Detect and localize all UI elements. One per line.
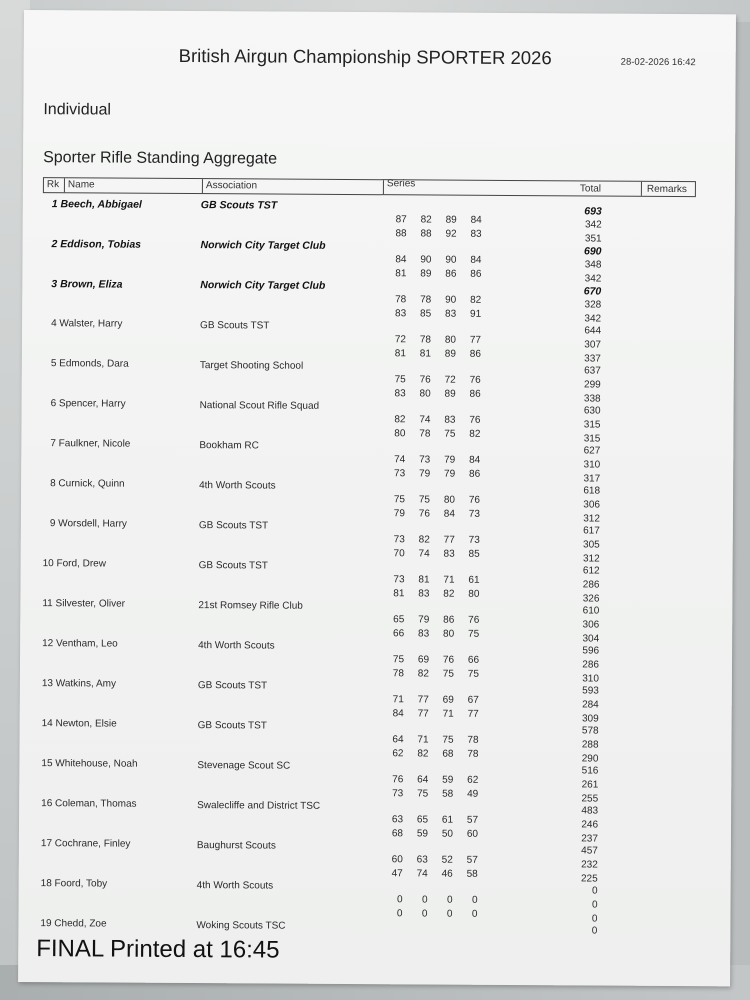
series-score: 90: [445, 294, 457, 306]
aggregate-total: 630: [583, 405, 601, 417]
series-subtotal: 312: [582, 553, 600, 565]
aggregate-total: 627: [583, 445, 601, 457]
series-score: 79: [444, 468, 456, 480]
competitor-association: Swalecliffe and District TSC: [197, 800, 321, 812]
col-association: Association: [205, 180, 258, 192]
series-score: 81: [419, 348, 431, 360]
aggregate-total: 578: [581, 725, 599, 737]
series-score: 0: [446, 894, 453, 906]
aggregate-total: 690: [583, 245, 602, 258]
series-score: 69: [442, 694, 454, 706]
aggregate-total: 596: [582, 645, 600, 657]
series-score: 75: [392, 654, 405, 666]
competitor-association: 4th Worth Scouts: [196, 880, 274, 892]
page-title: British Airgun Championship SPORTER 2026: [178, 44, 552, 69]
competitor-association: GB Scouts TST: [200, 320, 270, 332]
competitor-name: 5 Edmonds, Dara: [50, 358, 129, 370]
series-score: 69: [417, 654, 430, 666]
series-subtotal: 246: [581, 819, 599, 831]
series-score: 59: [416, 828, 429, 840]
series-subtotal: 237: [581, 833, 598, 845]
series-score: 85: [468, 548, 480, 560]
series-score: 82: [420, 214, 432, 226]
series-score: 90: [445, 254, 457, 266]
series-score: 80: [444, 334, 457, 346]
series-score: 72: [444, 374, 456, 386]
series-subtotal: 337: [584, 353, 601, 365]
series-subtotal: 304: [582, 633, 600, 645]
competitor-name: 1 Beech, Abbigael: [51, 198, 142, 211]
series-score: 79: [444, 454, 456, 466]
aggregate-total: 618: [583, 485, 601, 497]
series-score: 78: [392, 668, 404, 680]
series-score: 81: [393, 588, 405, 600]
series-score: 84: [469, 454, 481, 466]
series-score: 77: [417, 708, 429, 720]
section-heading: Individual: [43, 101, 112, 119]
series-score: 73: [392, 788, 404, 800]
competitor-name: 13 Watkins, Amy: [41, 678, 117, 690]
series-score: 79: [393, 508, 405, 520]
competitor-association: Woking Scouts TSC: [196, 920, 286, 932]
print-datetime: 28-02-2026 16:42: [620, 56, 696, 69]
aggregate-total: 457: [581, 845, 598, 857]
series-score: 77: [467, 708, 479, 720]
series-score: 52: [441, 854, 453, 866]
series-score: 84: [470, 214, 482, 226]
col-rank: Rk: [46, 179, 60, 191]
series-subtotal: 326: [582, 593, 600, 605]
series-score: 76: [419, 374, 431, 386]
series-score: 65: [393, 614, 405, 626]
series-score: 76: [469, 374, 481, 386]
series-subtotal: 225: [580, 873, 598, 885]
series-subtotal: 310: [582, 673, 599, 685]
competitor-name: 17 Cochrane, Finley: [40, 838, 131, 850]
series-subtotal: 342: [584, 273, 602, 285]
series-score: 74: [394, 454, 406, 466]
series-score: 58: [466, 868, 478, 880]
competitor-name: 10 Ford, Drew: [42, 558, 107, 570]
series-subtotal: 261: [581, 779, 599, 791]
series-score: 75: [417, 788, 429, 800]
series-score: 82: [418, 534, 430, 546]
competitor-association: Norwich City Target Club: [200, 279, 326, 292]
series-score: 83: [470, 228, 482, 240]
series-subtotal: 307: [584, 339, 601, 351]
series-subtotal: 351: [584, 233, 602, 245]
competitor-association: National Scout Rifle Squad: [199, 400, 320, 412]
competitor-association: GB Scouts TST: [197, 680, 268, 692]
series-score: 75: [393, 494, 406, 506]
series-score: 89: [444, 348, 456, 360]
series-subtotal: 317: [583, 473, 601, 485]
series-score: 84: [443, 508, 455, 520]
series-score: 83: [418, 588, 430, 600]
competitor-name: 19 Chedd, Zoe: [40, 918, 107, 930]
series-score: 72: [394, 334, 407, 346]
series-subtotal: 299: [583, 379, 601, 391]
series-subtotal: 342: [584, 219, 602, 231]
series-score: 84: [470, 254, 482, 266]
series-score: 73: [468, 534, 480, 546]
series-score: 89: [444, 388, 456, 400]
series-score: 60: [391, 854, 403, 866]
series-score: 90: [420, 254, 432, 266]
series-score: 71: [443, 574, 455, 586]
aggregate-total: 612: [582, 565, 600, 577]
series-score: 74: [416, 868, 428, 880]
competitor-name: 3 Brown, Eliza: [51, 278, 123, 291]
series-score: 64: [392, 734, 404, 746]
series-score: 83: [394, 308, 407, 320]
competitor-name: 14 Newton, Elsie: [41, 718, 117, 730]
series-score: 82: [443, 588, 455, 600]
competitor-name: 6 Spencer, Harry: [50, 398, 126, 410]
col-name: Name: [67, 179, 95, 191]
competitor-association: Norwich City Target Club: [200, 239, 326, 252]
series-score: 62: [392, 748, 404, 760]
series-score: 57: [466, 854, 478, 866]
series-score: 81: [418, 574, 430, 586]
series-score: 86: [443, 614, 455, 626]
series-score: 0: [396, 894, 403, 906]
series-score: 78: [395, 294, 407, 306]
series-score: 87: [395, 214, 407, 226]
series-subtotal: 315: [583, 433, 601, 445]
series-score: 79: [419, 468, 431, 480]
results-table: [18, 10, 736, 986]
aggregate-total: 593: [582, 685, 599, 697]
series-score: 78: [467, 734, 479, 746]
series-score: 82: [470, 294, 482, 306]
series-score: 70: [393, 548, 405, 560]
series-score: 86: [469, 468, 481, 480]
series-score: 73: [393, 534, 405, 546]
series-subtotal: 305: [583, 539, 600, 551]
series-subtotal: 0: [591, 899, 598, 911]
series-score: 75: [394, 374, 406, 386]
aggregate-total: 617: [583, 525, 600, 537]
series-score: 76: [468, 494, 481, 506]
competitor-name: 7 Faulkner, Nicole: [50, 438, 131, 450]
competitor-name: 11 Silvester, Oliver: [42, 598, 126, 610]
series-score: 83: [444, 414, 456, 426]
competitor-association: Bookham RC: [199, 440, 259, 452]
series-subtotal: 284: [582, 699, 599, 711]
series-score: 84: [392, 708, 404, 720]
series-score: 82: [394, 414, 406, 426]
series-score: 50: [441, 828, 454, 840]
series-score: 73: [394, 468, 406, 480]
series-score: 88: [420, 228, 432, 240]
aggregate-total: 693: [584, 205, 602, 218]
aggregate-total: 670: [583, 285, 602, 298]
competitor-name: 18 Foord, Toby: [40, 878, 108, 890]
competitor-association: GB Scouts TST: [197, 720, 267, 732]
series-subtotal: 348: [584, 259, 602, 271]
competitor-name: 8 Curnick, Quinn: [50, 478, 125, 490]
series-score: 67: [467, 694, 479, 706]
series-subtotal: 0: [591, 913, 598, 925]
series-score: 60: [466, 828, 479, 840]
series-score: 75: [418, 494, 431, 506]
series-score: 89: [445, 214, 457, 226]
competitor-association: Stevenage Scout SC: [197, 760, 291, 772]
series-subtotal: 342: [584, 313, 602, 325]
series-score: 80: [394, 428, 406, 440]
series-subtotal: 306: [582, 619, 600, 631]
series-subtotal: 290: [581, 753, 599, 765]
series-score: 75: [442, 668, 454, 680]
series-score: 86: [445, 268, 457, 280]
series-score: 76: [418, 508, 430, 520]
series-subtotal: 306: [583, 499, 601, 511]
series-score: 78: [467, 748, 479, 760]
competitor-name: 16 Coleman, Thomas: [41, 798, 137, 810]
series-score: 83: [443, 548, 455, 560]
series-subtotal: 338: [583, 393, 601, 405]
series-score: 77: [443, 534, 455, 546]
series-score: 77: [417, 694, 429, 706]
series-score: 86: [469, 348, 481, 360]
event-heading: Sporter Rifle Standing Aggregate: [43, 149, 278, 168]
aggregate-total: 483: [581, 805, 599, 817]
results-sheet: [18, 10, 736, 986]
col-series: Series: [386, 178, 416, 190]
series-score: 76: [469, 414, 481, 426]
aggregate-total: 0: [592, 885, 598, 897]
series-score: 0: [471, 894, 478, 906]
series-score: 46: [441, 868, 453, 880]
series-score: 80: [443, 494, 456, 506]
competitor-name: 2 Eddison, Tobias: [51, 238, 142, 251]
aggregate-total: 0: [591, 925, 598, 937]
series-score: 88: [395, 228, 407, 240]
series-subtotal: 286: [582, 579, 600, 591]
series-score: 79: [418, 614, 430, 626]
series-score: 0: [446, 908, 453, 920]
competitor-name: 9 Worsdell, Harry: [49, 518, 127, 530]
series-score: 89: [420, 268, 432, 280]
series-score: 74: [419, 414, 431, 426]
series-score: 78: [419, 334, 432, 346]
series-score: 58: [442, 788, 454, 800]
series-score: 84: [395, 254, 407, 266]
series-subtotal: 255: [581, 793, 599, 805]
competitor-association: 4th Worth Scouts: [198, 640, 275, 652]
series-subtotal: 309: [581, 713, 599, 725]
series-score: 82: [417, 668, 429, 680]
series-score: 76: [392, 774, 404, 786]
series-subtotal: 288: [581, 739, 599, 751]
series-score: 66: [393, 628, 405, 640]
series-score: 74: [418, 548, 430, 560]
series-score: 62: [467, 774, 479, 786]
series-score: 0: [471, 908, 478, 920]
series-score: 76: [442, 654, 455, 666]
competitor-association: 21st Romsey Rifle Club: [198, 600, 303, 612]
series-score: 80: [443, 628, 455, 640]
series-score: 71: [417, 734, 429, 746]
series-score: 75: [442, 734, 454, 746]
series-score: 86: [469, 388, 481, 400]
series-score: 83: [394, 388, 406, 400]
series-score: 64: [417, 774, 429, 786]
competitor-association: 4th Worth Scouts: [199, 480, 276, 492]
series-score: 75: [468, 628, 480, 640]
competitor-association: Baughurst Scouts: [196, 840, 276, 852]
series-score: 59: [442, 774, 454, 786]
aggregate-total: 610: [582, 605, 600, 617]
series-score: 47: [391, 868, 403, 880]
series-score: 83: [444, 308, 457, 320]
competitor-name: 15 Whitehouse, Noah: [41, 758, 138, 770]
competitor-association: GB Scouts TST: [200, 199, 278, 212]
series-score: 73: [419, 454, 431, 466]
series-score: 71: [442, 708, 454, 720]
competitor-association: GB Scouts TST: [198, 520, 269, 532]
series-subtotal: 310: [583, 459, 601, 471]
series-score: 85: [419, 308, 432, 320]
series-score: 73: [468, 508, 480, 520]
series-score: 0: [421, 908, 428, 920]
series-score: 76: [468, 614, 480, 626]
series-score: 65: [416, 814, 429, 826]
series-score: 86: [470, 268, 482, 280]
series-subtotal: 328: [584, 299, 602, 311]
series-score: 81: [395, 268, 407, 280]
series-score: 63: [416, 854, 428, 866]
series-score: 61: [468, 574, 480, 586]
series-subtotal: 312: [583, 513, 600, 525]
series-score: 80: [468, 588, 480, 600]
series-subtotal: 232: [581, 859, 598, 871]
series-score: 0: [396, 908, 403, 920]
series-score: 75: [444, 428, 456, 440]
series-score: 81: [394, 348, 406, 360]
col-remarks: Remarks: [646, 183, 687, 196]
competitor-name: 12 Ventham, Leo: [42, 638, 118, 650]
series-score: 77: [469, 334, 482, 346]
series-score: 57: [466, 814, 479, 826]
series-subtotal: 286: [582, 659, 600, 671]
series-score: 82: [469, 428, 481, 440]
series-score: 80: [419, 388, 431, 400]
series-score: 92: [445, 228, 457, 240]
final-printed-footer: FINAL Printed at 16:45: [36, 935, 280, 964]
col-total: Total: [579, 183, 602, 195]
series-score: 68: [391, 828, 404, 840]
series-score: 75: [467, 668, 479, 680]
series-score: 91: [469, 308, 482, 320]
series-score: 71: [392, 694, 404, 706]
series-score: 66: [467, 654, 480, 666]
series-score: 78: [419, 428, 431, 440]
aggregate-total: 637: [584, 365, 601, 377]
series-score: 83: [418, 628, 430, 640]
series-score: 68: [442, 748, 454, 760]
series-score: 49: [467, 788, 479, 800]
aggregate-total: 644: [584, 325, 602, 337]
series-score: 61: [441, 814, 454, 826]
aggregate-total: 516: [581, 765, 599, 777]
series-score: 63: [391, 814, 404, 826]
series-score: 78: [420, 294, 432, 306]
series-score: 0: [421, 894, 428, 906]
series-subtotal: 315: [583, 419, 601, 431]
series-score: 82: [417, 748, 429, 760]
series-score: 73: [393, 574, 405, 586]
competitor-name: 4 Walster, Harry: [51, 318, 123, 330]
competitor-association: Target Shooting School: [199, 360, 304, 372]
competitor-association: GB Scouts TST: [198, 560, 268, 572]
